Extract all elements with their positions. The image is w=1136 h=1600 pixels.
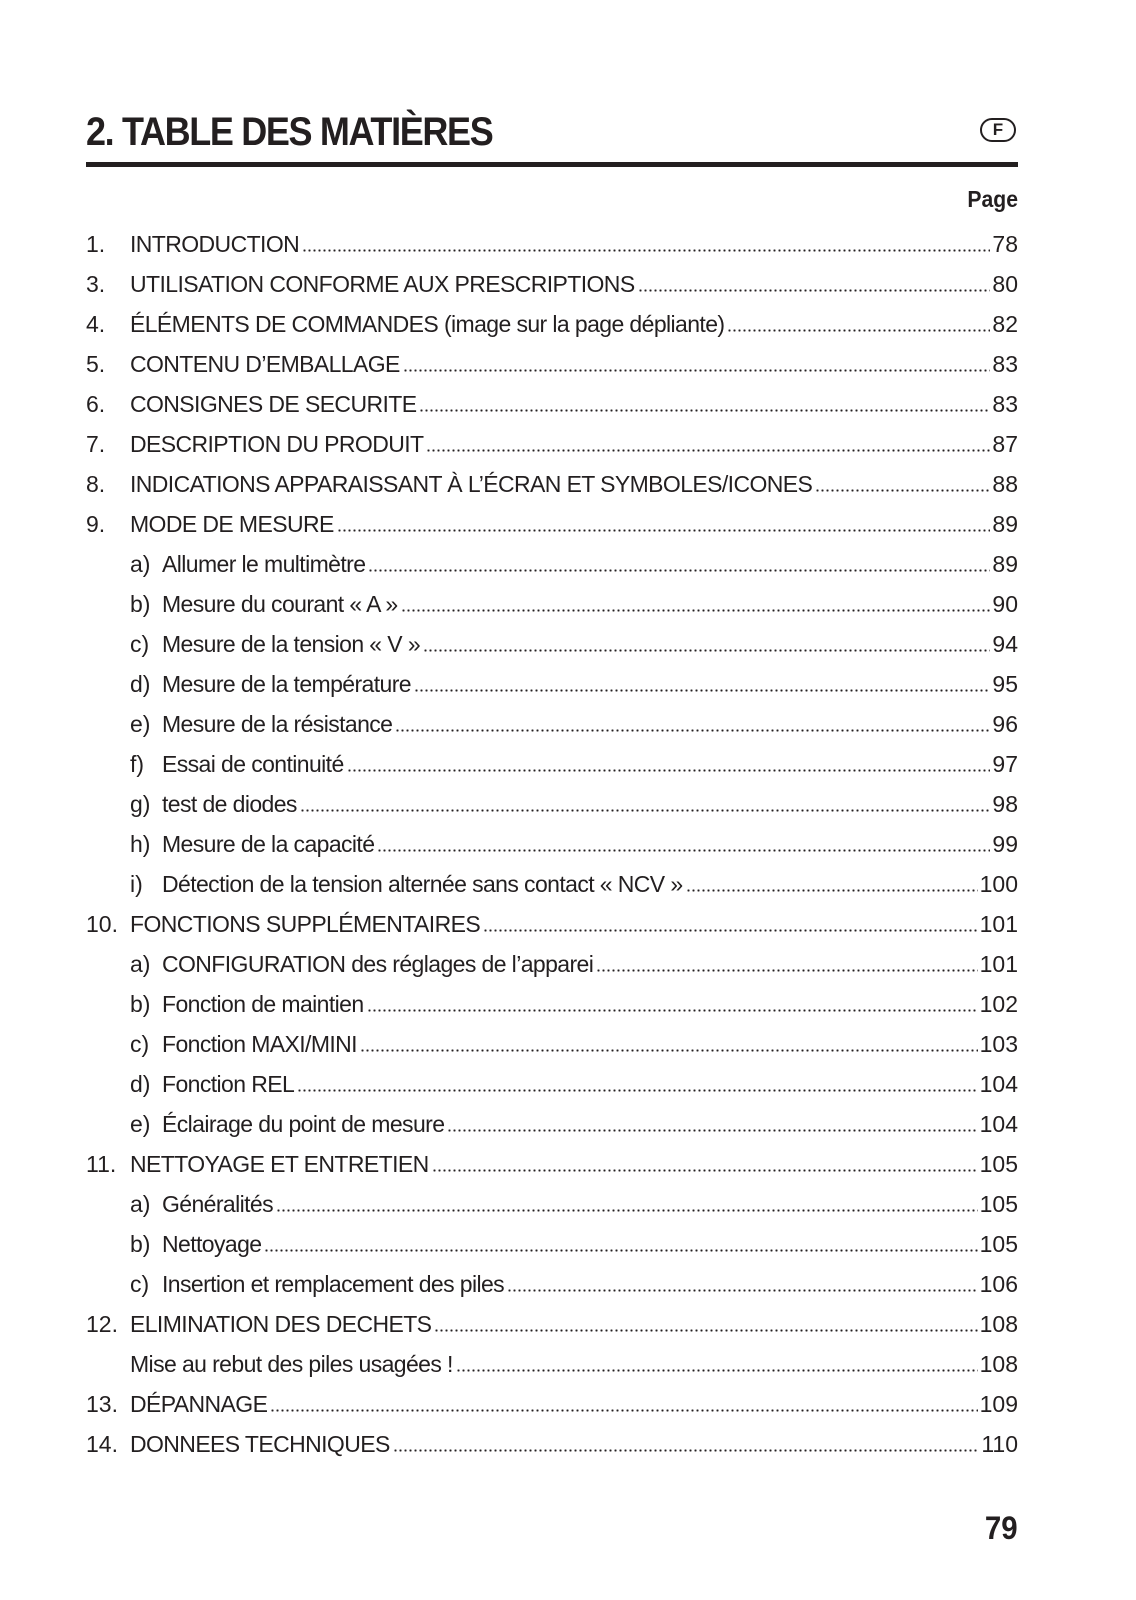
toc-entry-title: Mesure de la capacité <box>162 830 375 857</box>
dot-leader <box>483 912 978 936</box>
toc-entry-page: 105 <box>979 1230 1018 1257</box>
toc-entry-letter: e) <box>130 1110 151 1137</box>
toc-entry-letter: c) <box>130 630 150 657</box>
toc-entry-title: Détection de la tension alternée sans contact « NCV » <box>162 870 683 897</box>
toc-entry <box>86 1104 1018 1144</box>
dot-leader <box>300 792 991 816</box>
toc-entry <box>86 1424 1018 1464</box>
dot-leader <box>432 1152 978 1176</box>
toc-entry-page: 109 <box>979 1390 1018 1417</box>
toc-entry-page: 88 <box>992 470 1018 497</box>
dot-leader <box>276 1192 978 1216</box>
toc-entry-number: 11. <box>86 1150 117 1177</box>
dot-leader <box>727 312 990 336</box>
toc-entry-title: CONSIGNES DE SECURITE <box>130 390 417 417</box>
toc-entry-letter: h) <box>130 830 151 857</box>
toc-entry-title: UTILISATION CONFORME AUX PRESCRIPTIONS <box>130 270 635 297</box>
toc-entry <box>86 824 1018 864</box>
toc-entry-page: 94 <box>992 630 1018 657</box>
dot-leader <box>337 512 991 536</box>
toc-entry-number: 1. <box>86 230 106 257</box>
toc-entry-title: Mesure de la tension « V » <box>162 630 421 657</box>
toc-entry-title: Mesure du courant « A » <box>162 590 398 617</box>
dot-leader <box>395 712 990 736</box>
toc-entry <box>86 1184 1018 1224</box>
dot-leader <box>297 1072 977 1096</box>
toc-entry-title: Mise au rebut des piles usagées ! <box>130 1350 453 1377</box>
toc-entry <box>86 864 1018 904</box>
toc-entry <box>86 384 1018 424</box>
toc-entry <box>86 584 1018 624</box>
toc-entry-page: 96 <box>992 710 1018 737</box>
dot-leader <box>360 1032 978 1056</box>
dot-leader <box>423 632 990 656</box>
toc-entry-title: Fonction MAXI/MINI <box>162 1030 357 1057</box>
toc-entry <box>86 904 1018 944</box>
toc-entry-number: 4. <box>86 310 106 337</box>
toc-entry <box>86 424 1018 464</box>
toc-entry-title: Généralités <box>162 1190 274 1217</box>
toc-entry-page: 99 <box>992 830 1018 857</box>
toc-entry <box>86 1064 1018 1104</box>
toc-entry <box>86 1144 1018 1184</box>
page-column-label: Page <box>967 186 1018 212</box>
toc-entry-title: ELIMINATION DES DECHETS <box>130 1310 432 1337</box>
toc-entry-page: 83 <box>992 390 1018 417</box>
dot-leader <box>368 552 990 576</box>
toc-entry-page: 103 <box>979 1030 1018 1057</box>
toc-entry-page: 80 <box>992 270 1018 297</box>
language-badge: F <box>980 118 1016 142</box>
toc-entry-letter: a) <box>130 1190 151 1217</box>
toc-entry-page: 100 <box>979 870 1018 897</box>
page-header <box>86 108 1018 167</box>
dot-leader <box>815 472 990 496</box>
toc-entry <box>86 944 1018 984</box>
toc-entry-number: 12. <box>86 1310 118 1337</box>
toc-entry-title: CONFIGURATION des réglages de l’apparei <box>162 950 594 977</box>
toc-entry-title: Éclairage du point de mesure <box>162 1110 445 1137</box>
toc-entry-title: NETTOYAGE ET ENTRETIEN <box>130 1150 429 1177</box>
dot-leader <box>414 672 990 696</box>
toc-entry <box>86 544 1018 584</box>
dot-leader <box>264 1232 977 1256</box>
toc-entry-title: Nettoyage <box>162 1230 262 1257</box>
toc-entry <box>86 984 1018 1024</box>
table-of-contents <box>86 224 1018 1464</box>
toc-entry-page: 104 <box>979 1070 1018 1097</box>
toc-entry-page: 98 <box>992 790 1018 817</box>
toc-entry <box>86 624 1018 664</box>
toc-entry-page: 101 <box>979 950 1018 977</box>
dot-leader <box>686 872 978 896</box>
dot-leader <box>596 952 977 976</box>
toc-entry <box>86 704 1018 744</box>
toc-entry-number: 13. <box>86 1390 118 1417</box>
toc-entry-page: 110 <box>981 1430 1018 1457</box>
toc-entry-page: 108 <box>979 1310 1018 1337</box>
toc-entry-title: test de diodes <box>162 790 297 817</box>
toc-entry-page: 105 <box>979 1190 1018 1217</box>
dot-leader <box>507 1272 978 1296</box>
dot-leader <box>419 392 990 416</box>
toc-entry-page: 108 <box>979 1350 1018 1377</box>
toc-entry-letter: d) <box>130 670 151 697</box>
toc-entry-letter: a) <box>130 550 151 577</box>
page-title: 2. TABLE DES MATIÈRES <box>86 110 493 154</box>
toc-entry-page: 90 <box>992 590 1018 617</box>
toc-entry-number: 6. <box>86 390 106 417</box>
toc-entry-letter: i) <box>130 870 143 897</box>
dot-leader <box>403 352 991 376</box>
toc-entry-title: DONNEES TECHNIQUES <box>130 1430 390 1457</box>
toc-entry-number: 9. <box>86 510 106 537</box>
toc-entry-number: 8. <box>86 470 106 497</box>
dot-leader <box>302 232 990 256</box>
toc-entry-title: MODE DE MESURE <box>130 510 334 537</box>
toc-entry-page: 89 <box>992 550 1018 577</box>
toc-entry-title: CONTENU D’EMBALLAGE <box>130 350 400 377</box>
toc-entry <box>86 1304 1018 1344</box>
toc-entry <box>86 664 1018 704</box>
toc-entry-letter: c) <box>130 1030 150 1057</box>
toc-entry <box>86 304 1018 344</box>
toc-entry-title: FONCTIONS SUPPLÉMENTAIRES <box>130 910 481 937</box>
toc-entry <box>86 264 1018 304</box>
toc-entry <box>86 1024 1018 1064</box>
toc-entry-title: INDICATIONS APPARAISSANT À L’ÉCRAN ET SYMBOLES/ICONES <box>130 470 813 497</box>
toc-entry <box>86 784 1018 824</box>
dot-leader <box>447 1112 977 1136</box>
page-number: 79 <box>985 1510 1018 1546</box>
toc-entry-page: 102 <box>979 990 1018 1017</box>
toc-entry <box>86 744 1018 784</box>
toc-entry-page: 78 <box>992 230 1018 257</box>
toc-entry-page: 105 <box>979 1150 1018 1177</box>
dot-leader <box>434 1312 977 1336</box>
toc-entry-title: Mesure de la résistance <box>162 710 393 737</box>
dot-leader <box>367 992 978 1016</box>
toc-entry-page: 104 <box>979 1110 1018 1137</box>
toc-entry-page: 82 <box>992 310 1018 337</box>
dot-leader <box>426 432 990 456</box>
dot-leader <box>401 592 991 616</box>
toc-entry-title: DESCRIPTION DU PRODUIT <box>130 430 424 457</box>
toc-entry-number: 5. <box>86 350 106 377</box>
toc-entry-letter: b) <box>130 590 151 617</box>
toc-entry <box>86 1344 1018 1384</box>
toc-entry-page: 89 <box>992 510 1018 537</box>
dot-leader <box>347 752 991 776</box>
toc-entry <box>86 504 1018 544</box>
toc-entry-page: 83 <box>992 350 1018 377</box>
toc-entry-title: Allumer le multimètre <box>162 550 366 577</box>
dot-leader <box>270 1392 977 1416</box>
toc-entry <box>86 1264 1018 1304</box>
toc-entry <box>86 464 1018 504</box>
toc-entry-title: Mesure de la température <box>162 670 411 697</box>
dot-leader <box>456 1352 978 1376</box>
toc-entry-title: Insertion et remplacement des piles <box>162 1270 505 1297</box>
toc-entry-page: 87 <box>992 430 1018 457</box>
dot-leader <box>393 1432 980 1456</box>
toc-entry-letter: c) <box>130 1270 150 1297</box>
toc-entry-letter: f) <box>130 750 145 777</box>
toc-entry <box>86 1224 1018 1264</box>
toc-entry-page: 101 <box>979 910 1018 937</box>
toc-entry-number: 14. <box>86 1430 118 1457</box>
toc-entry-number: 7. <box>86 430 106 457</box>
toc-entry <box>86 1384 1018 1424</box>
toc-entry-letter: g) <box>130 790 151 817</box>
toc-entry <box>86 224 1018 264</box>
toc-entry-title: Fonction REL <box>162 1070 295 1097</box>
toc-entry-title: Fonction de maintien <box>162 990 364 1017</box>
toc-entry-letter: a) <box>130 950 151 977</box>
toc-entry-title: ÉLÉMENTS DE COMMANDES (image sur la page dépliante) <box>130 310 725 337</box>
toc-entry-page: 95 <box>992 670 1018 697</box>
toc-entry-letter: d) <box>130 1070 151 1097</box>
toc-entry-letter: e) <box>130 710 151 737</box>
toc-entry-letter: b) <box>130 1230 151 1257</box>
toc-entry-page: 97 <box>992 750 1018 777</box>
toc-entry-title: INTRODUCTION <box>130 230 300 257</box>
toc-entry <box>86 344 1018 384</box>
toc-entry-title: DÉPANNAGE <box>130 1390 268 1417</box>
toc-entry-title: Essai de continuité <box>162 750 344 777</box>
toc-entry-number: 10. <box>86 910 118 937</box>
toc-entry-letter: b) <box>130 990 151 1017</box>
toc-entry-number: 3. <box>86 270 106 297</box>
toc-entry-page: 106 <box>979 1270 1018 1297</box>
dot-leader <box>638 272 991 296</box>
dot-leader <box>377 832 990 856</box>
